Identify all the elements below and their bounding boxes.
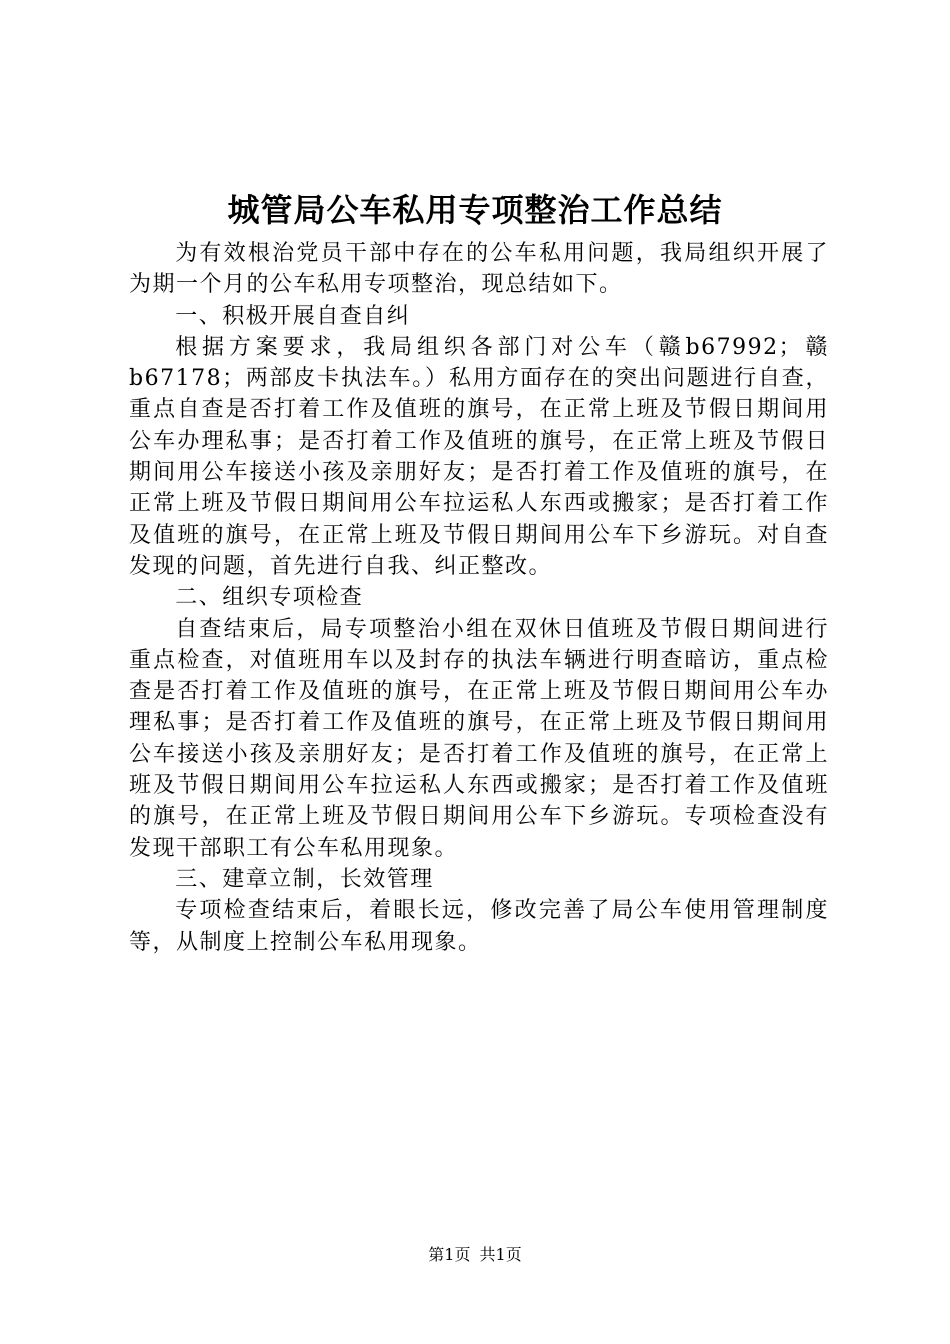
page-number: 第1页 <box>428 1245 471 1264</box>
document-body <box>129 238 829 958</box>
page-total: 共1页 <box>479 1245 522 1264</box>
section-heading-1: 一、积极开展自查自纠 <box>175 303 411 329</box>
document-title: 城管局公车私用专项整治工作总结 <box>227 191 723 229</box>
section-heading-2: 二、组织专项检查 <box>175 585 364 611</box>
page-footer <box>0 1244 950 1266</box>
intro-paragraph: 为有效根治党员干部中存在的公车私用问题，我局组织开展了为期一个月的公车私用专项整治，现总结如下。 <box>129 241 829 298</box>
section-2-paragraph: 自查结束后，局专项整治小组在双休日值班及节假日期间进行重点检查，对值班用车以及封存的执法车辆进行明查暗访，重点检查是否打着工作及值班的旗号，在正常上班及节假日期间用公车办理私事；是否打着工作及值班的旗号，在正常上班及节假日期间用公车接送小孩及亲朋好友；是否打着工作及值班的旗号，在正常上班及节假日期间用公车拉运私人东西或搬家；是否打着工作及值班的旗号，在正常上班及节假日期间用公车下乡游玩。专项检查没有发现干部职工有公车私用现象。 <box>129 616 829 861</box>
section-1-paragraph: 根据方案要求，我局组织各部门对公车（赣b67992；赣b67178；两部皮卡执法车。）私用方面存在的突出问题进行自查，重点自查是否打着工作及值班的旗号，在正常上班及节假日期间用公车办理私事；是否打着工作及值班的旗号，在正常上班及节假日期间用公车接送小孩及亲朋好友；是否打着工作及值班的旗号，在正常上班及节假日期间用公车拉运私人东西或搬家；是否打着工作及值班的旗号，在正常上班及节假日期间用公车下乡游玩。对自查发现的问题，首先进行自我、纠正整改。 <box>129 334 829 579</box>
section-3-paragraph: 专项检查结束后，着眼长远，修改完善了局公车使用管理制度等，从制度上控制公车私用现象。 <box>129 898 829 955</box>
section-heading-3: 三、建章立制，长效管理 <box>175 866 434 892</box>
